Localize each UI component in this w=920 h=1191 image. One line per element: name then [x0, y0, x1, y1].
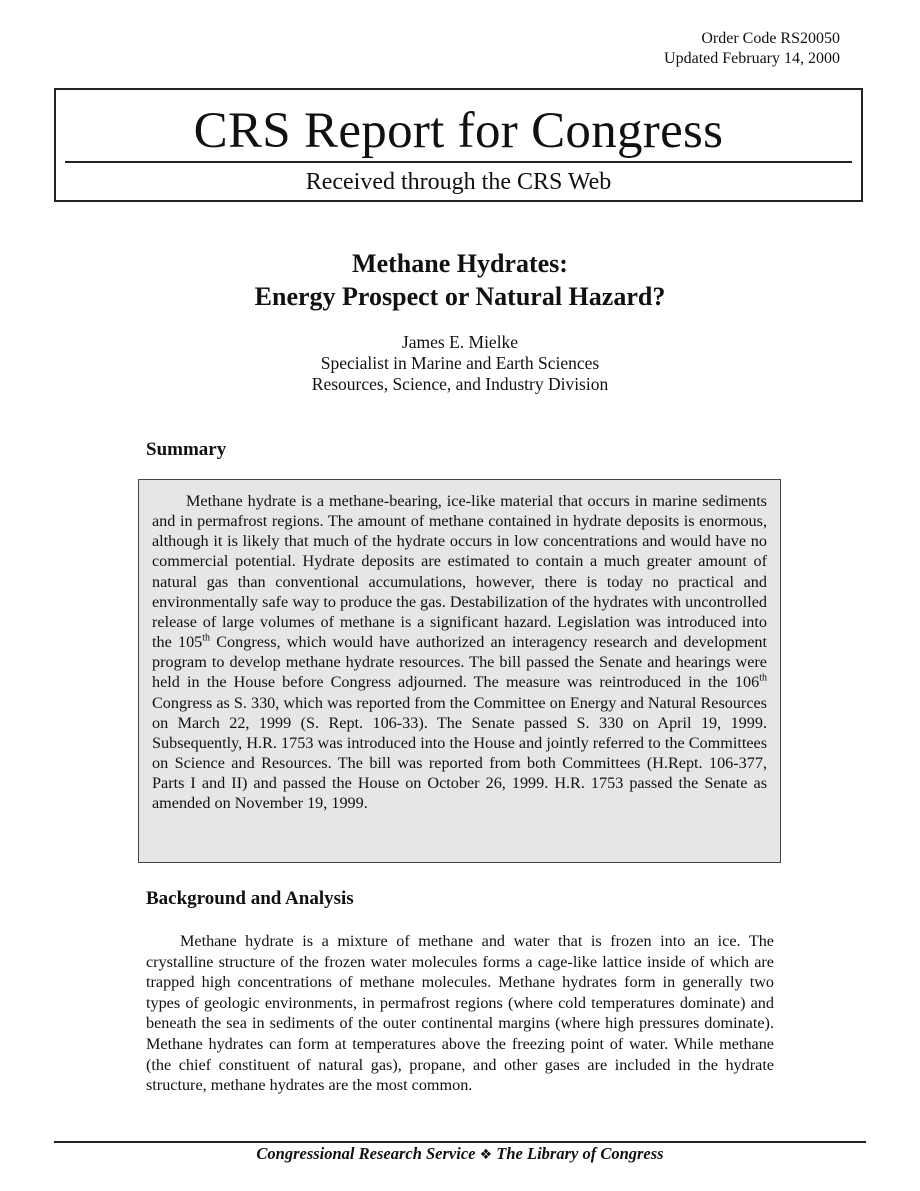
footer-loc: The Library of Congress [496, 1144, 664, 1163]
summary-box [138, 479, 781, 863]
title-line-2: Energy Prospect or Natural Hazard? [254, 282, 666, 311]
background-heading: Background and Analysis [146, 888, 354, 909]
ordinal-suffix: th [759, 673, 767, 685]
author-title: Specialist in Marine and Earth Sciences [320, 353, 600, 373]
background-paragraph: Methane hydrate is a mixture of methane and water that is frozen into an ice. The crystalline structure of the frozen water molecules forms a cage-like lattice inside of which are trapped high concentrations of methane molecules. Methane hydrates form in generally two types of geologic environments, in permafrost regions (where cold temperatures dominate) and beneath the sea in sediments of the outer continental margins (where high pressures dominate). Methane hydrates can form at temperatures above the freezing point of water. While methane (the chief constituent of natural gas), propane, and other gases are included in the hydrate structure, methane hydrates are the most common. [146, 932, 774, 1095]
header-divider [65, 161, 852, 163]
author-name: James E. Mielke [401, 332, 519, 352]
order-code-block [664, 29, 840, 69]
background-body [146, 931, 774, 1096]
summary-text [152, 491, 767, 814]
document-title [0, 247, 920, 313]
report-subtitle: Received through the CRS Web [305, 169, 612, 195]
author-block [0, 332, 920, 395]
author-division: Resources, Science, and Industry Division [311, 374, 609, 394]
footer-crs: Congressional Research Service [256, 1144, 476, 1163]
report-header-box [54, 88, 863, 202]
updated-date: Updated February 14, 2000 [664, 50, 840, 67]
summary-text-part-2: Congress, which would have authorized an interagency research and development program to develop methane hydrate resources. The bill passed the Senate and hearings were held in the House before Congress adjourned. The measure was reintroduced in the 106 [152, 633, 767, 692]
order-code: Order Code RS20050 [701, 30, 840, 47]
diamond-icon: ❖ [479, 1147, 493, 1163]
ordinal-suffix: th [202, 632, 211, 644]
report-title: CRS Report for Congress [193, 103, 724, 159]
summary-text-part-1: Methane hydrate is a methane-bearing, ice-like material that occurs in marine sediments and in permafrost regions. The amount of methane contained in hydrate deposits is enormous, although it is likely that much of the hydrate occurs in low concentrations and would have no commercial potential. Hydrate deposits are estimated to contain a much greater amount of natural gas than conventional accumulations, however, there is today no practical and environmentally safe way to produce the gas. Destabilization of the hydrates with uncontrolled release of large volumes of methane is a significant hazard. Legislation was introduced into the 105 [152, 492, 767, 652]
summary-text-part-3: Congress as S. 330, which was reported from the Committee on Energy and Natural Resources on March 22, 1999 (S. Rept. 106-33). The Senate passed S. 330 on April 19, 1999. Subsequently, H.R. 1753 was introduced into the House and jointly referred to the Committees on Science and Resources. The bill was reported from both Committees (H.Rept. 106-377, Parts I and II) and passed the House on October 26, 1999. H.R. 1753 passed the Senate as amended on November 19, 1999. [152, 693, 767, 813]
footer [0, 1143, 920, 1166]
title-line-1: Methane Hydrates: [352, 249, 568, 278]
summary-heading: Summary [146, 439, 227, 460]
